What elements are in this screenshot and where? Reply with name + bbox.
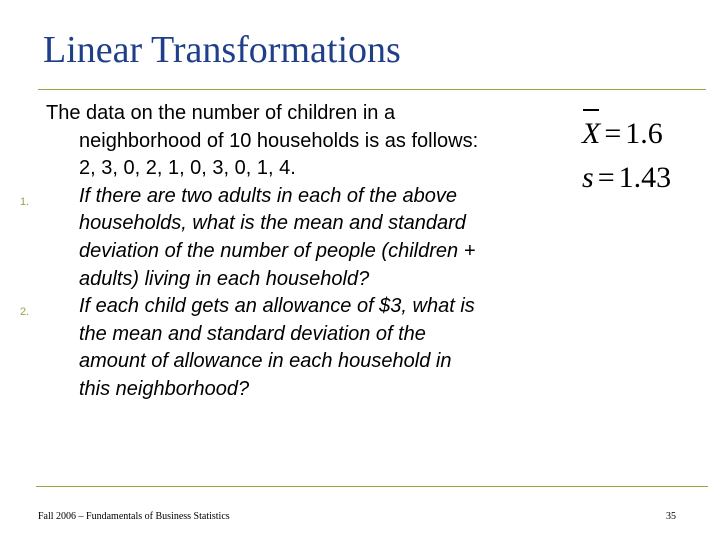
question-item-1: [20, 183, 486, 293]
sd-equals: =: [597, 161, 615, 194]
question-number-1: 1.: [20, 195, 30, 208]
question-number-2: 2.: [20, 306, 30, 319]
mean-formula: [582, 112, 671, 156]
footer-divider: [36, 486, 708, 487]
mean-symbol: X: [582, 112, 600, 156]
question-item-2: [20, 293, 486, 403]
mean-equals: =: [604, 117, 622, 150]
slide-title: Linear Transformations: [43, 29, 401, 71]
intro-text: The data on the number of children in a neighborhood of 10 households is as follows: 2, 3, 0, 2, 1, 0, 3, 0, 1, 4.: [46, 102, 479, 180]
title-divider: [38, 89, 706, 90]
footer-course-label: Fall 2006 – Fundamentals of Business Statistics: [38, 511, 230, 522]
page-number: 35: [666, 511, 676, 522]
question-text-2: If each child gets an allowance of $3, what is the mean and standard deviation of the amount of allowance in each household in this neighborhood?: [79, 295, 475, 400]
mean-value: 1.6: [625, 117, 663, 150]
sd-symbol: s: [582, 161, 594, 194]
question-text-1: If there are two adults in each of the above households, what is the mean and standard deviation of the number of people (children + adults) living in each household?: [79, 184, 476, 290]
slide-body: [20, 100, 486, 404]
sd-value: 1.43: [618, 161, 672, 194]
statistics-formulas: [582, 112, 671, 200]
sd-formula: [582, 156, 671, 200]
